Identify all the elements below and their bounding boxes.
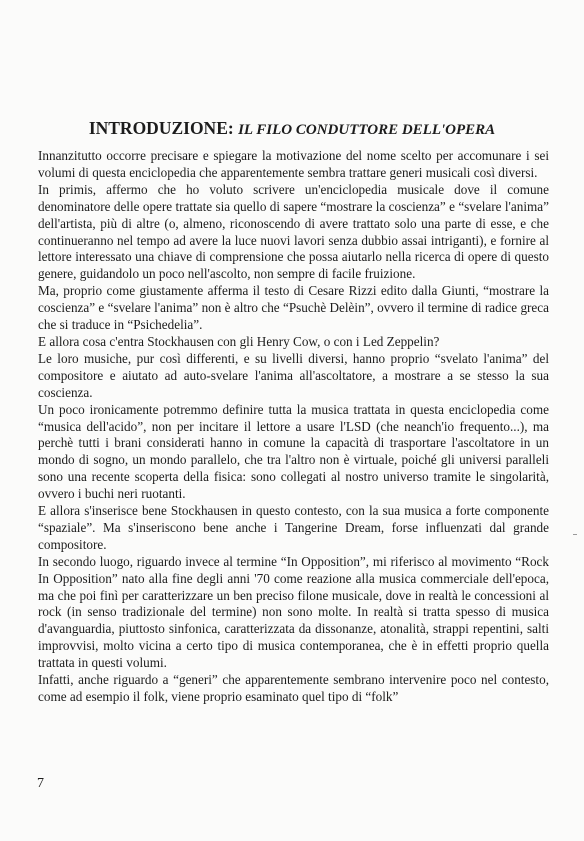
paragraph: Un poco ironicamente potremmo definire tutta la musica trattata in questa enciclopedia come “musica dell'acido”, non per incitare il lettore a usare l'LSD (che neanch'io frequento...), ma perchè tutti i brani considerati hanno in comune la capacità di trasportare l'ascoltatore in un mondo di sogno, un mondo parallelo, che tra l'altro non è virtuale, poiché gli universi paralleli sono una recente scoperta della fisica: sono collegati al nostro universo tramite le singolarità, ovvero i buchi neri ruotanti. — [38, 401, 549, 502]
body-text — [38, 148, 549, 706]
paragraph: In primis, affermo che ho voluto scrivere un'enciclopedia musicale dove il comune denominatore delle opere trattate sia quello di sapere “mostrare la coscienza” e “svelare l'anima” dell'artista, più di altre (o, almeno, riconoscendo di avere trattato solo una parte di esse, e che continueranno nel tempo ad avere la luce nuovi lavori senza dubbio assai intriganti), e fornire al lettore interessato una chiave di comprensione che possa aiutarlo nella ricerca di opere di questo genere, guidandolo un poco nell'ascolto, non sempre di facile fruizione. — [38, 181, 549, 282]
paragraph: Infatti, anche riguardo a “generi” che apparentemente sembrano intervenire poco nel contesto, come ad esempio il folk, viene proprio esaminato quel tipo di “folk” — [38, 672, 549, 704]
paragraph: Le loro musiche, pur così differenti, e su livelli diversi, hanno proprio “svelato l'anima” del compositore e aiutato ad auto-svelare l'anima all'ascoltatore, a mostrare a se stesso la sua coscienza. — [38, 350, 549, 400]
paragraph: Ma, proprio come giustamente afferma il testo di Cesare Rizzi edito dalla Giunti, “mostrare la coscienza” e “svelare l'anima” non è altro che “Psuchè Delèin”, ovvero il termine di radice greca che si traduce in “Psichedelia”. — [38, 283, 549, 333]
title-subtitle: IL FILO CONDUTTORE DELL'OPERA — [238, 122, 496, 138]
page-number: 7 — [37, 776, 44, 791]
paragraph: E allora cosa c'entra Stockhausen con gli Henry Cow, o con i Led Zeppelin? — [38, 333, 440, 349]
paragraph: In secondo luogo, riguardo invece al termine “In Opposition”, mi riferisco al movimento “Rock In Opposition” nato alla fine degli anni '70 come reazione alla musica commerciale dell'epoca, ma che poi finì per caratterizzare un ben preciso filone musicale, dove in realtà le concessioni al rock (in senso tradizionale del termine) non sono molte. In realtà si tratta spesso di musica d'avanguardia, piuttosto sinfonica, caratterizzata da dissonanze, atonalità, strappi repentini, salti improvvisi, molto vicina a certo tipo di musica contemporanea, che è in effetti proprio quella trattata in questi volumi. — [38, 553, 549, 671]
scan-mark — [573, 534, 577, 535]
page-title — [0, 118, 584, 139]
paragraph: E allora s'inserisce bene Stockhausen in questo contesto, con la sua musica a forte componente “spaziale”. Ma s'inseriscono bene anche i Tangerine Dream, forse influenzati dal grande compositore. — [38, 503, 549, 552]
paragraph: Innanzitutto occorre precisare e spiegare la motivazione del nome scelto per accomunare i sei volumi di questa enciclopedia che apparentemente sembra trattare generi musicali così diversi. — [38, 148, 549, 180]
title-main: INTRODUZIONE: — [88, 118, 234, 138]
